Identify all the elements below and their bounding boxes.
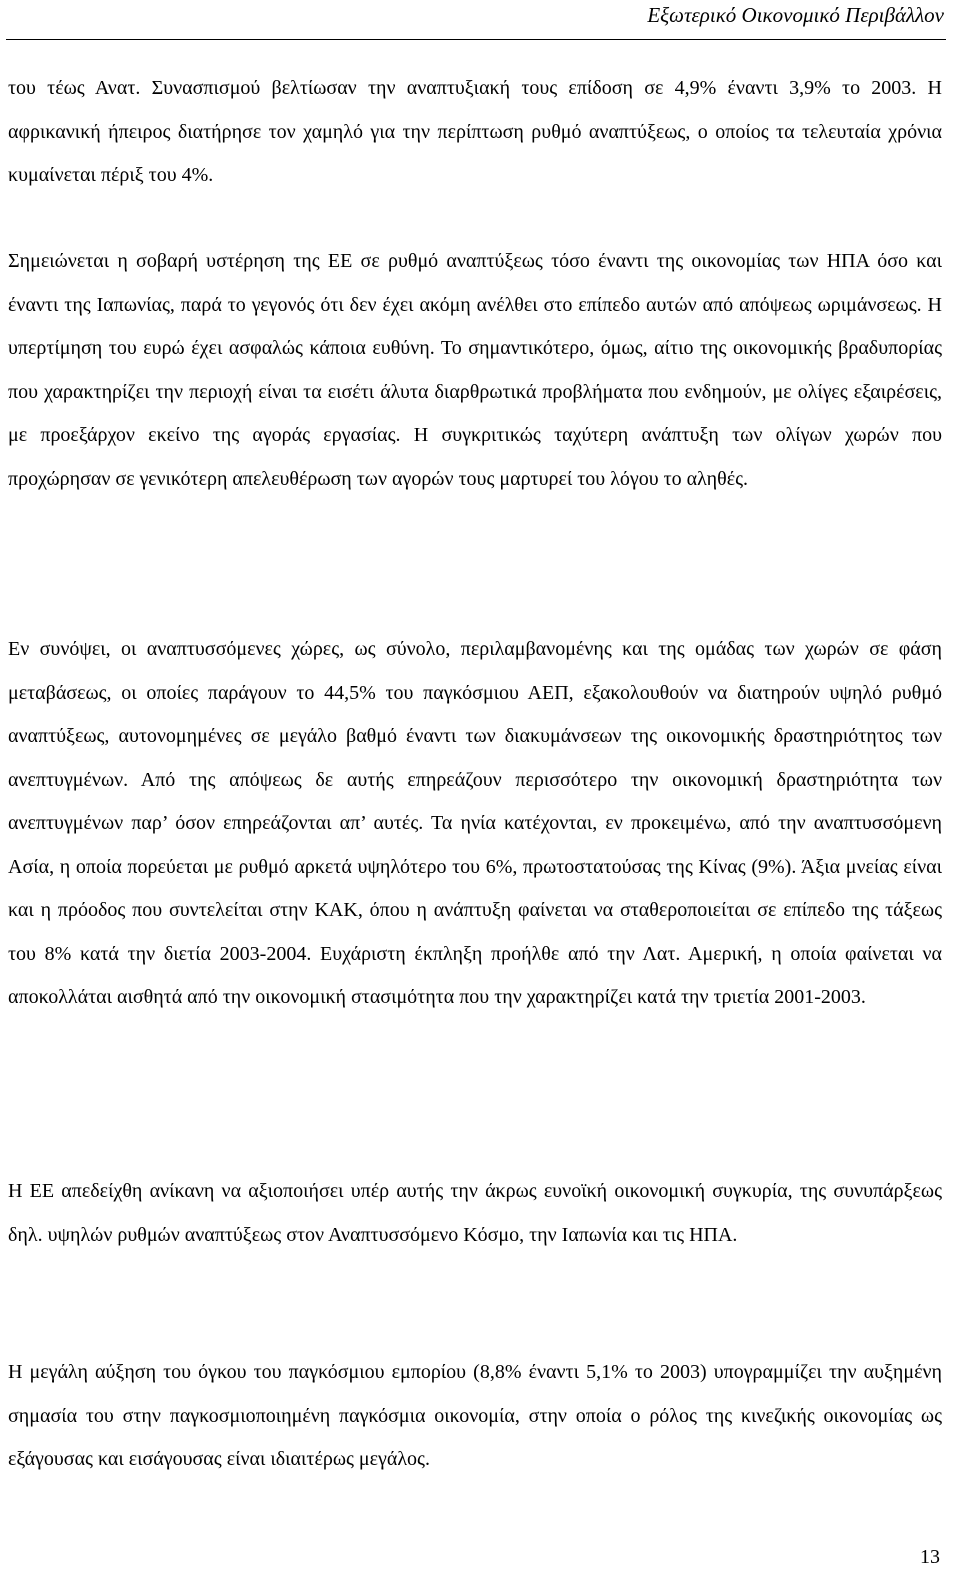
paragraph-5: Η μεγάλη αύξηση του όγκου του παγκόσμιου εμπορίου (8,8% έναντι 5,1% το 2003) υπογραμμίζει την αυξημένη σημασία του στην παγκοσμιοποιημένη παγκόσμια οικονομία, στην οποία ο ρόλος της κινεζικής οικονομίας ως εξάγουσας και εισάγουσας είναι ιδιαιτέρως μεγάλος. (8, 1361, 942, 1470)
page-number: 13 (920, 1546, 940, 1568)
header-divider (6, 39, 946, 40)
paragraph-1: του τέως Ανατ. Συνασπισμού βελτίωσαν την αναπτυξιακή τους επίδοση σε 4,9% έναντι 3,9% το 2003. Η αφρικανική ήπειρος διατήρησε τον χαμηλό για την περίπτωση ρυθμό αναπτύξεως, ο οποίος τα τελευταία χρόνια κυμαίνεται πέριξ του 4%. (8, 77, 942, 186)
paragraph-4: Η ΕΕ απεδείχθη ανίκανη να αξιοποιήσει υπέρ αυτής την άκρως ευνοϊκή οικονομική συγκυρία, της συνυπάρξεως δηλ. υψηλών ρυθμών αναπτύξεως στον Αναπτυσσόμενο Κόσμο, την Ιαπωνία και τις ΗΠΑ. (8, 1180, 942, 1246)
paragraph-3: Εν συνόψει, οι αναπτυσσόμενες χώρες, ως σύνολο, περιλαμβανομένης και της ομάδας των χωρών σε φάση μεταβάσεως, οι οποίες παράγουν το 44,5% του παγκόσμιου ΑΕΠ, εξακολουθούν να διατηρούν υψηλό ρυθμό αναπτύξεως, αυτονομημένες σε μεγάλο βαθμό έναντι των διακυμάνσεων της οικονομικής δραστηριότητος των ανεπτυγμένων. Από της απόψεως δε αυτής επηρεάζουν περισσότερο την οικονομική δραστηριότητα των ανεπτυγμένων παρ’ όσον επηρεάζονται απ’ αυτές. Τα ηνία κατέχονται, εν προκειμένω, από την αναπτυσσόμενη Ασία, η οποία πορεύεται με ρυθμό αρκετά υψηλότερο του 6%, πρωτοστατούσας της Κίνας (9%). Άξια μνείας είναι και η πρόοδος που συντελείται στην ΚΑΚ, όπου η ανάπτυξη φαίνεται να σταθεροποιείται σε επίπεδο της τάξεως του 8% κατά την διετία 2003-2004. Ευχάριστη έκπληξη προήλθε από την Λατ. Αμερική, η οποία φαίνεται να αποκολλάται αισθητά από την οικονομική στασιμότητα που την χαρακτηρίζει κατά την τριετία 2001-2003. (8, 638, 942, 1008)
running-header: Εξωτερικό Οικονομικό Περιβάλλον (647, 3, 944, 27)
paragraph-2: Σημειώνεται η σοβαρή υστέρηση της ΕΕ σε ρυθμό αναπτύξεως τόσο έναντι της οικονομίας των ΗΠΑ όσο και έναντι της Ιαπωνίας, παρά το γεγονός ότι δεν έχει ακόμη ανέλθει στο επίπεδο αυτών από απόψεως ωριμάνσεως. Η υπερτίμηση του ευρώ έχει ασφαλώς κάποια ευθύνη. Το σημαντικότερο, όμως, αίτιο της οικονομικής βραδυπορίας που χαρακτηρίζει την περιοχή είναι τα εισέτι άλυτα διαρθρωτικά προβλήματα που ενδημούν, με ολίγες εξαιρέσεις, με προεξάρχον εκείνο της αγοράς εργασίας. Η συγκριτικώς ταχύτερη ανάπτυξη των ολίγων χωρών που προχώρησαν σε γενικότερη απελευθέρωση των αγορών τους μαρτυρεί του λόγου το αληθές. (8, 250, 942, 490)
